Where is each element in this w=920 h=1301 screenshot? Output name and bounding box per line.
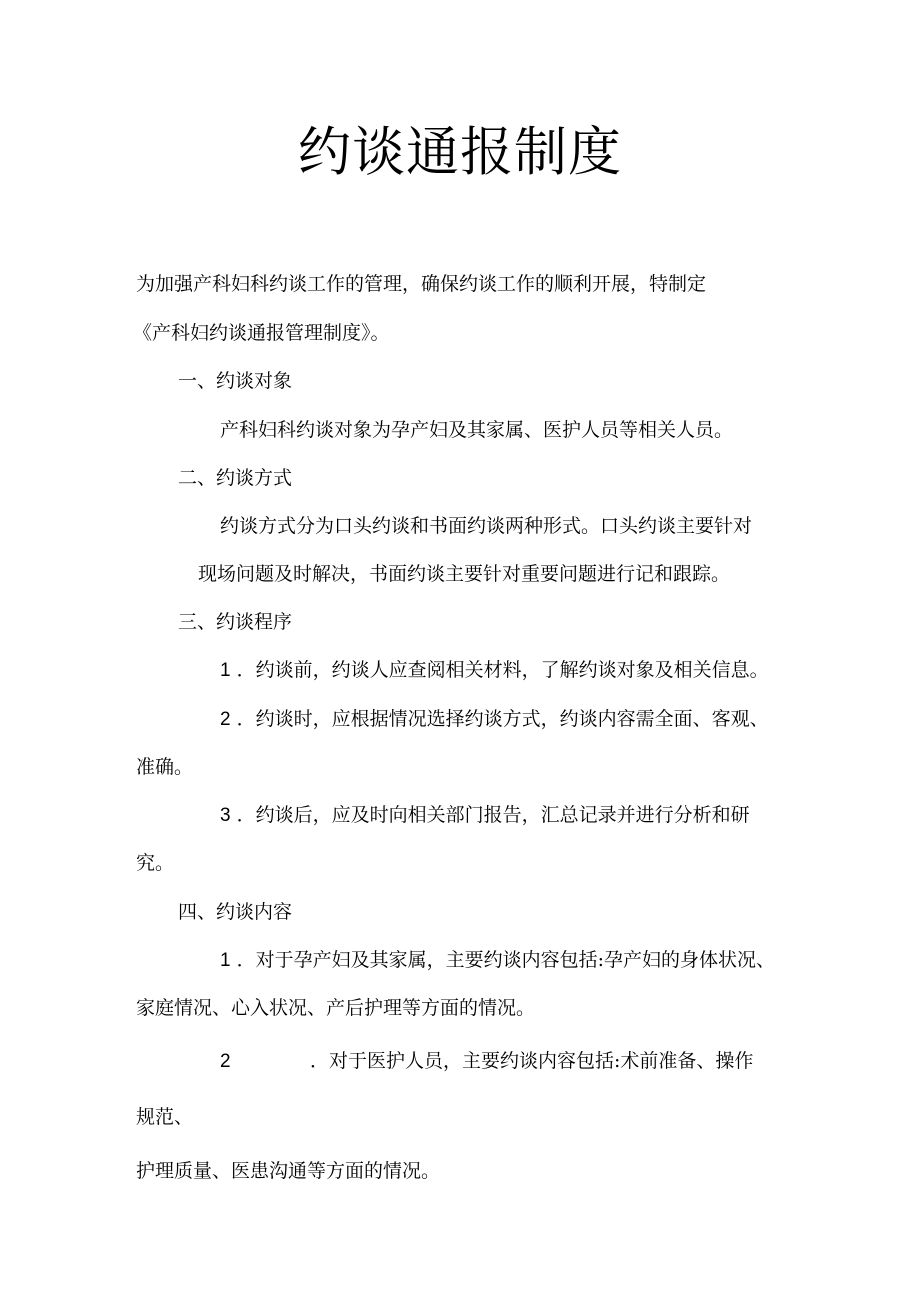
intro-line-1: 为加强产科妇科约谈工作的管理，确保约谈工作的顺利开展，特制定 (136, 273, 707, 295)
item-number: 1 (220, 660, 231, 681)
section-3-heading: 三、约谈程序 (178, 611, 293, 633)
document-title: 约谈通报制度 (298, 122, 622, 183)
section-1-heading: 一、约谈对象 (178, 370, 293, 392)
item-text: ．约谈时，应根据情况选择约谈方式，约谈内容需全面、客观、 (236, 708, 769, 730)
section-3-item-2-continuation: 准确。 (136, 756, 194, 778)
item-number: 1 (220, 950, 231, 971)
section-2-heading: 二、约谈方式 (178, 467, 293, 489)
section-3-item-1 (220, 657, 769, 684)
section-4-item-2-continuation-2: 护理质量、医患沟通等方面的情况。 (136, 1160, 441, 1182)
section-4-item-1 (220, 947, 775, 974)
section-4-item-2-text: ．对于医护人员，主要约谈内容包括:术前准备、操作 (310, 1050, 754, 1072)
item-number: 2 (220, 1051, 231, 1072)
section-4-item-2-number (220, 1048, 231, 1075)
section-1-body: 产科妇科约谈对象为孕产妇及其家属、医护人员等相关人员。 (220, 419, 734, 441)
section-3-item-2 (220, 706, 769, 733)
section-2-body-line-2: 现场问题及时解决，书面约谈主要针对重要问题进行记和跟踪。 (198, 563, 731, 585)
section-3-item-3-continuation: 究。 (136, 852, 175, 874)
section-4-item-2-continuation: 规范、 (136, 1106, 194, 1128)
section-4-heading: 四、约谈内容 (178, 901, 293, 923)
item-text: ．对于孕产妇及其家属，主要约谈内容包括:孕产妇的身体状况、 (236, 949, 776, 971)
section-3-item-3 (220, 802, 750, 829)
section-2-body-line-1: 约谈方式分为口头约谈和书面约谈两种形式。口头约谈主要针对 (220, 515, 753, 537)
item-text: ．约谈前，约谈人应查阅相关材料，了解约谈对象及相关信息。 (236, 659, 769, 681)
intro-line-2: 《产科妇约谈通报管理制度》。 (133, 322, 390, 344)
item-text: ．约谈后，应及时向相关部门报告，汇总记录并进行分析和研 (236, 804, 750, 826)
section-4-item-1-continuation: 家庭情况、心入状况、产后护理等方面的情况。 (136, 997, 536, 1019)
item-number: 2 (220, 709, 231, 730)
item-number: 3 (220, 805, 231, 826)
